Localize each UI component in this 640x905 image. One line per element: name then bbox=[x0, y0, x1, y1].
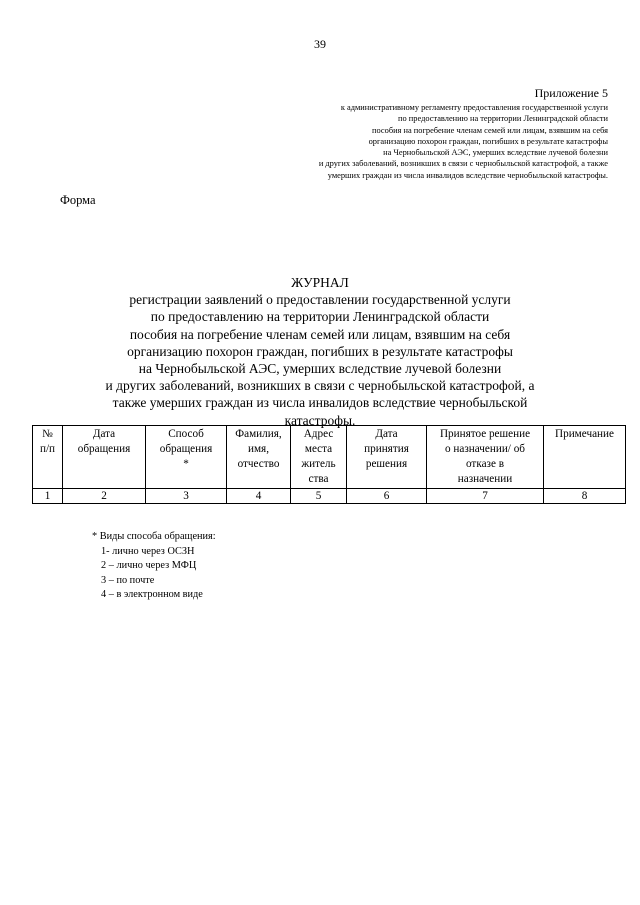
header-line: Дата bbox=[92, 428, 116, 440]
table-header-row bbox=[33, 426, 626, 489]
journal-title bbox=[0, 274, 640, 429]
footnote-title: * Виды способа обращения: bbox=[92, 531, 216, 542]
header-line: * bbox=[183, 458, 189, 470]
header-line: отказе в bbox=[465, 458, 505, 470]
column-number-cell: 5 bbox=[291, 489, 347, 504]
appendix-line: и других заболеваний, возникших в связи с чернобыльской катастрофой, а также bbox=[318, 159, 608, 169]
header-line: житель bbox=[301, 458, 336, 470]
column-number-cell: 7 bbox=[427, 489, 544, 504]
appendix-line: пособия на погребение членам семей или лицам, взявшим на себя bbox=[372, 125, 608, 135]
header-cell-name bbox=[227, 426, 291, 489]
journal-title-line: и других заболеваний, возникших в связи с чернобыльской катастрофой, а bbox=[105, 378, 535, 394]
appendix-line: на Чернобыльской АЭС, умерших вследствие лучевой болезни bbox=[383, 148, 608, 158]
journal-title-line: также умерших граждан из числа инвалидов вследствие чернобыльской bbox=[112, 395, 528, 411]
header-line: п/п bbox=[39, 443, 56, 455]
header-line: Принятое решение bbox=[439, 428, 531, 440]
footnote bbox=[92, 530, 216, 603]
header-line: обращения bbox=[159, 443, 213, 455]
appendix-header bbox=[319, 86, 608, 181]
appendix-line: умерших граждан из числа инвалидов вследствие чернобыльской катастрофы. bbox=[327, 170, 608, 180]
form-label: Форма bbox=[60, 193, 96, 207]
header-line: назначении bbox=[457, 473, 513, 485]
header-line: Дата bbox=[375, 428, 398, 440]
header-line: Примечание bbox=[555, 428, 614, 440]
column-number-cell: 4 bbox=[227, 489, 291, 504]
journal-title-line: пособия на погребение членам семей или лицам, взявшим на себя bbox=[129, 326, 511, 342]
header-line: о назначении/ об bbox=[444, 443, 525, 455]
header-cell-address bbox=[291, 426, 347, 489]
header-line: Адрес bbox=[303, 428, 334, 440]
header-line: обращения bbox=[77, 443, 131, 455]
footnote-item: 4 – в электронном виде bbox=[101, 589, 203, 601]
header-cell-decision-date bbox=[347, 426, 427, 489]
journal-heading: ЖУРНАЛ bbox=[291, 275, 349, 290]
appendix-line: к административному регламенту предоставления государственной услуги bbox=[340, 103, 608, 112]
header-line: Фамилия, bbox=[235, 428, 282, 440]
journal-title-line: на Чернобыльской АЭС, умерших вследствие лучевой болезни bbox=[138, 361, 502, 377]
header-line: места bbox=[304, 443, 333, 455]
footnote-item: 2 – лично через МФЦ bbox=[101, 560, 197, 572]
journal-title-line: по предоставлению на территории Ленинградской области bbox=[150, 309, 490, 325]
header-line: № bbox=[42, 428, 53, 440]
header-line: принятия bbox=[364, 443, 409, 455]
table-row bbox=[33, 489, 626, 504]
column-number-cell: 2 bbox=[63, 489, 146, 504]
footnote-item: 3 – по почте bbox=[101, 574, 155, 586]
header-cell-method bbox=[146, 426, 227, 489]
column-number-cell: 8 bbox=[544, 489, 626, 504]
journal-title-line: регистрации заявлений о предоставлении государственной услуги bbox=[129, 292, 511, 308]
register-table bbox=[32, 425, 626, 504]
header-cell-number bbox=[33, 426, 63, 489]
header-line: отчество bbox=[237, 458, 280, 470]
header-line: имя, bbox=[247, 443, 269, 455]
appendix-line: по предоставлению на территории Ленинградской области bbox=[398, 114, 608, 124]
header-cell-decision bbox=[427, 426, 544, 489]
header-line: ства bbox=[308, 473, 329, 485]
column-number-cell: 6 bbox=[347, 489, 427, 504]
header-line: решения bbox=[365, 458, 408, 470]
header-line: Способ bbox=[168, 428, 204, 440]
column-number-cell: 3 bbox=[146, 489, 227, 504]
page-number: 39 bbox=[314, 37, 326, 51]
header-cell-note bbox=[544, 426, 626, 489]
appendix-line: организацию похорон граждан, погибших в результате катастрофы bbox=[368, 136, 608, 146]
journal-title-line: организацию похорон граждан, погибших в результате катастрофы bbox=[127, 343, 513, 359]
appendix-title: Приложение 5 bbox=[534, 86, 608, 100]
column-number-cell: 1 bbox=[33, 489, 63, 504]
header-cell-date bbox=[63, 426, 146, 489]
journal-title-line: катастрофы. bbox=[284, 412, 356, 428]
footnote-item: 1- лично через ОСЗН bbox=[101, 545, 195, 557]
